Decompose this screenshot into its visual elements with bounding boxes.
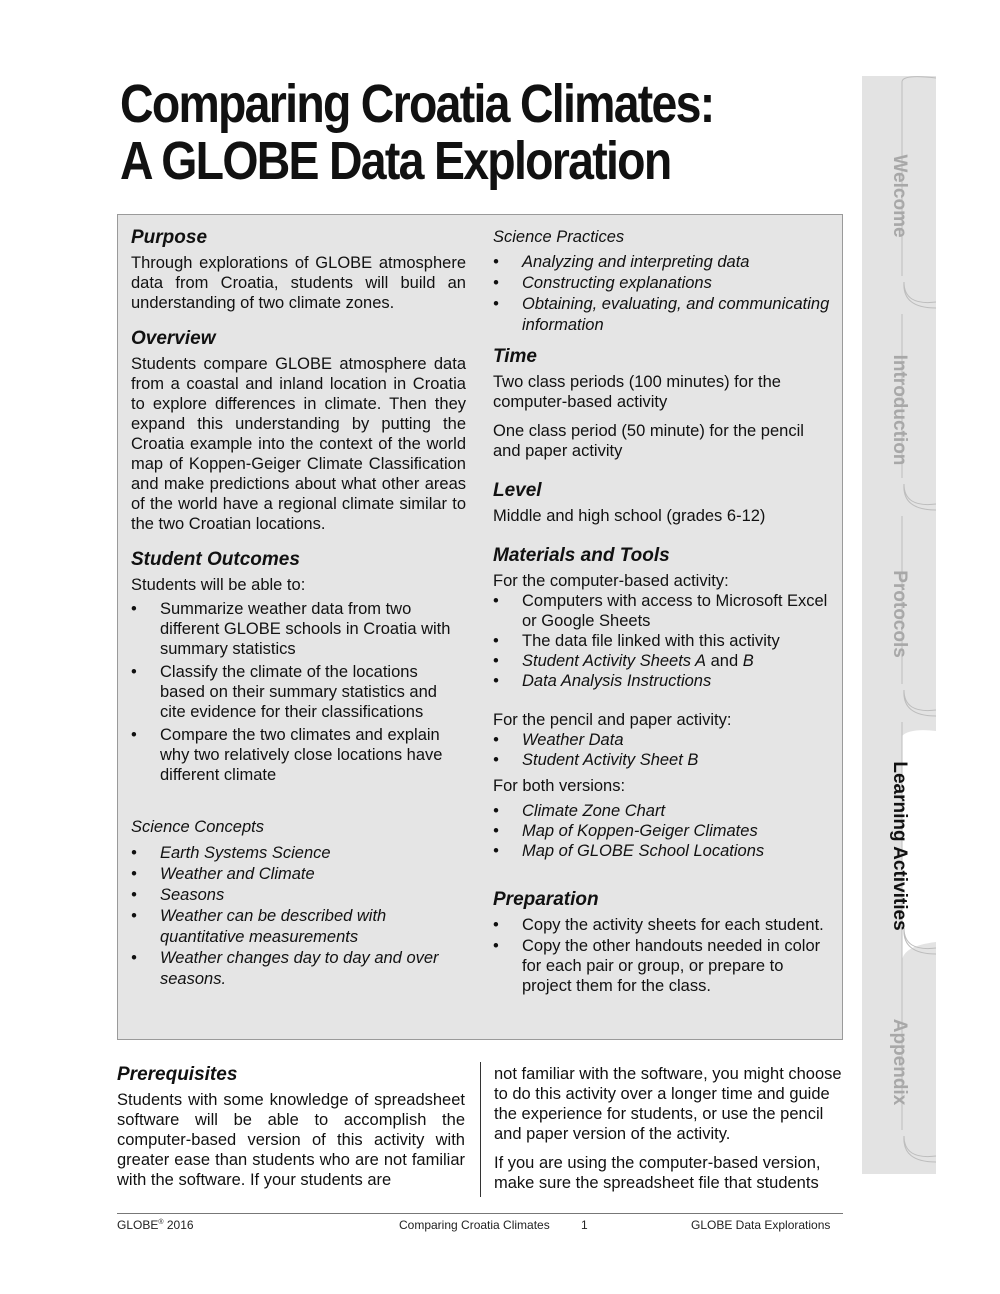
- time-heading: Time: [493, 346, 538, 367]
- tab-protocols[interactable]: [862, 516, 936, 712]
- list-item: • Map of Koppen-Geiger Climates: [493, 821, 833, 841]
- science-concepts-heading: Science Concepts: [131, 818, 264, 836]
- list-item: • Constructing explanations: [493, 273, 833, 294]
- list-item: • The data file linked with this activity: [493, 631, 833, 651]
- footer-year: 2016: [163, 1218, 194, 1232]
- list-item: • Compare the two climates and explain why two relatively close locations have different climate: [131, 725, 466, 785]
- student-outcomes-list: [131, 599, 466, 785]
- list-item: • Classify the climate of the locations based on their summary statistics and cite evidence for their classifications: [131, 662, 466, 722]
- list-item: • Student Activity Sheet B: [493, 750, 833, 770]
- purpose-text: Through explorations of GLOBE atmosphere data from Croatia, students will build an understanding of two climate zones.: [131, 254, 466, 312]
- list-item: • Copy the other handouts needed in color for each pair or group, or prepare to project them for the class.: [493, 936, 833, 996]
- preparation-list: [493, 915, 833, 996]
- footer-org: GLOBE: [117, 1218, 159, 1232]
- page-number: 1: [581, 1218, 588, 1232]
- registered-mark: ®: [158, 1219, 164, 1226]
- purpose-heading: Purpose: [131, 227, 208, 248]
- footer-divider: [117, 1213, 843, 1214]
- section-tabs: [862, 76, 936, 1174]
- level-heading: Level: [493, 480, 542, 501]
- student-outcomes-heading: Student Outcomes: [131, 549, 300, 570]
- tab-label: Introduction: [889, 354, 910, 466]
- prerequisites-heading: Prerequisites: [117, 1064, 238, 1085]
- materials-heading: Materials and Tools: [493, 545, 670, 566]
- list-item: • Weather changes day to day and over seasons.: [131, 948, 466, 990]
- tab-welcome[interactable]: [862, 96, 936, 296]
- list-item: • Computers with access to Microsoft Excel or Google Sheets: [493, 591, 833, 631]
- page-title-line-1: Comparing Croatia Climates:: [120, 74, 714, 134]
- materials-both-intro: For both versions:: [493, 777, 626, 795]
- page-title: [120, 76, 739, 190]
- student-outcomes-intro: Students will be able to:: [131, 576, 306, 594]
- tab-label: Appendix: [889, 1018, 910, 1106]
- tab-learning-activities[interactable]: [862, 736, 936, 956]
- activity-sheet-b-label: B: [742, 652, 754, 670]
- science-practices-heading: Science Practices: [493, 228, 625, 246]
- list-item: • Data Analysis Instructions: [493, 671, 833, 691]
- summary-left-column: [131, 227, 466, 990]
- list-item: • Copy the activity sheets for each student.: [493, 915, 833, 935]
- footer-left: [117, 1218, 194, 1232]
- footer-right: GLOBE Data Explorations: [691, 1218, 831, 1232]
- list-item: • Climate Zone Chart: [493, 801, 833, 821]
- list-item: • Weather Data: [493, 730, 833, 750]
- list-item: • Summarize weather data from two different GLOBE schools in Croatia with summary statistics: [131, 599, 466, 659]
- summary-box: [117, 214, 843, 1040]
- list-item: • Weather and Climate: [131, 864, 466, 885]
- tab-label: Learning Activities: [889, 761, 910, 931]
- prerequisites-text-right-1: not familiar with the software, you might choose to do this activity over a longer time and guide the experience for students, or use the pencil and paper version of the activity.: [494, 1065, 842, 1143]
- column-divider: [480, 1062, 481, 1197]
- tab-label: Welcome: [889, 154, 910, 238]
- conjunction-label: and: [706, 652, 743, 670]
- science-practices-list: [493, 252, 833, 336]
- preparation-heading: Preparation: [493, 889, 599, 910]
- materials-pencil-list: [493, 730, 833, 770]
- prerequisites-text-right-2: If you are using the computer-based version, make sure the spreadsheet file that students: [494, 1154, 821, 1192]
- prerequisites-left-column: [117, 1064, 465, 1190]
- list-item: • Weather can be described with quantitative measurements: [131, 906, 466, 948]
- materials-both-list: [493, 801, 833, 861]
- page-title-line-2: A GLOBE Data Exploration: [120, 131, 671, 191]
- list-item: • Earth Systems Science: [131, 843, 466, 864]
- list-item: • Obtaining, evaluating, and communicating information: [493, 294, 833, 336]
- overview-text: Students compare GLOBE atmosphere data from a coastal and inland location in Croatia to explore differences in climate. Then they expand this understanding by putting the Croatia example into the context of the world map of Koppen-Geiger Climate Classification and make predictions about what other areas of the world have a regional climate similar to the two Croatian locations.: [131, 355, 466, 533]
- materials-computer-intro: For the computer-based activity:: [493, 572, 729, 590]
- science-concepts-list: [131, 843, 466, 990]
- list-item: • Map of GLOBE School Locations: [493, 841, 833, 861]
- time-text-1: Two class periods (100 minutes) for the computer-based activity: [493, 373, 781, 411]
- footer-center: Comparing Croatia Climates: [399, 1218, 550, 1232]
- tab-introduction[interactable]: [862, 312, 936, 508]
- prerequisites-right-column: [494, 1064, 854, 1193]
- overview-heading: Overview: [131, 328, 216, 349]
- activity-sheets-a-label: Student Activity Sheets A: [522, 652, 707, 670]
- summary-right-column: [493, 227, 833, 996]
- level-text: Middle and high school (grades 6-12): [493, 507, 766, 525]
- tab-label: Protocols: [889, 570, 910, 658]
- list-item: • Analyzing and interpreting data: [493, 252, 833, 273]
- tab-appendix[interactable]: [862, 964, 936, 1160]
- materials-computer-list: [493, 591, 833, 691]
- prerequisites-text-left: Students with some knowledge of spreadsheet software will be able to accomplish the computer-based version of this activity with greater ease than students who are not familiar with the software. If your students are: [117, 1091, 465, 1189]
- list-item: [493, 651, 833, 671]
- list-item: • Seasons: [131, 885, 466, 906]
- time-text-2: One class period (50 minute) for the pencil and paper activity: [493, 422, 804, 460]
- materials-pencil-intro: For the pencil and paper activity:: [493, 711, 732, 729]
